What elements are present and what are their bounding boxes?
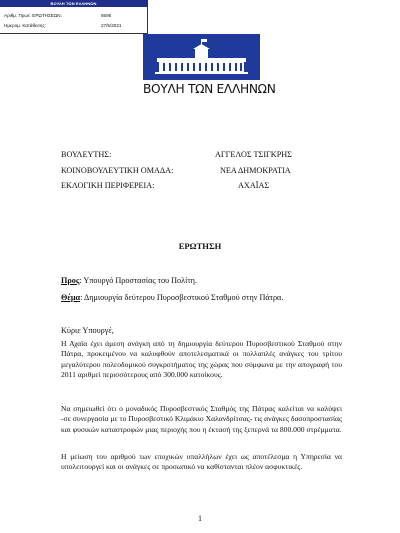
protocol-stamp (0, 0, 148, 34)
salutation: Κύριε Υπουργέ, (61, 326, 114, 335)
subject-value: : Δημιουργία δεύτερου Πυροσβεστικού Σταθμού στην Πάτρα. (80, 293, 284, 302)
date-label: Ημερομ. Κατάθεσης: (4, 23, 46, 28)
parliament-logo (143, 34, 276, 98)
protocol-label: Αριθμ. Πρωτ. ΕΡΩΤΗΣΕΩΝ: (4, 13, 62, 18)
region-label: ΕΚΛΟΓΙΚΗ ΠΕΡΙΦΕΡΕΙΑ: (61, 181, 155, 190)
date-value: 27/5/2021 (101, 23, 122, 28)
parliament-building-icon (143, 34, 260, 80)
paragraph-1: Η Αχαΐα έχει άμεση ανάγκη από τη δημιουργία δεύτερου Πυροσβεστικού Σταθμού στην Πάτρα, προκειμένου να καλυφθούν αποτελεσματικά οι πολλαπλές ανάγκες του τρίτου μεγαλύτερου πολεοδομικού συγκροτήματος της χώρας που σύμφωνα με την απογραφή του 2011 αριθμεί περισσότερους από 300.000 κατοίκους. (61, 339, 342, 379)
mp-row (61, 150, 292, 159)
protocol-value: 6595 (101, 13, 112, 18)
protocol-row (4, 13, 112, 18)
recipient-value: : Υπουργό Προστασίας του Πολίτη. (79, 276, 197, 285)
group-row (61, 166, 291, 175)
subject-label: Θέμα (61, 293, 81, 302)
paragraph-2: Να σημειωθεί ότι ο μοναδικός Πυροσβεστικός Σταθμός της Πάτρας καλείται να καλύψει -σε συνεργασία με το Πυροσβεστικό Κλιμάκιο Χαλανδρίτσας- τις ανάγκες δασοπροστασίας και φυσικών καταστροφών μιας περιοχής που η έκτασή της ξεπερνά τα 800.000 στρέμματα. (61, 404, 342, 434)
recipient-label: Προς (61, 276, 80, 285)
subject-line (61, 293, 283, 302)
stamp-header: ΒΟΥΛΗ ΤΩΝ ΕΛΛΗΝΩΝ (0, 0, 147, 7)
date-row (4, 23, 122, 28)
page-number: 1 (198, 514, 202, 523)
region-row (61, 181, 270, 190)
recipient-line (61, 276, 197, 285)
region-value: ΑΧΑΪΑΣ (238, 181, 270, 190)
logo-text: ΒΟΥΛΗ ΤΩΝ ΕΛΛΗΝΩΝ (143, 82, 276, 96)
document-title: ΕΡΩΤΗΣΗ (178, 241, 222, 251)
group-value: ΝΕΑ ΔΗΜΟΚΡΑΤΙΑ (220, 166, 291, 175)
mp-label: ΒΟΥΛΕΥΤΗΣ: (61, 150, 112, 159)
paragraph-3: Η μείωση του αριθμού των εποχικών υπαλλήλων έχει ως αποτέλεσμα η Υπηρεσία να υπολειτουργεί και οι ανάγκες σε προσωπικό να καθίστανται πλέον ασφυκτικές. (61, 452, 342, 472)
mp-value: ΑΓΓΕΛΟΣ ΤΣΙΓΚΡΗΣ (215, 150, 292, 159)
group-label: ΚΟΙΝΟΒΟΥΛΕΥΤΙΚΗ ΟΜΑΔΑ: (61, 166, 174, 175)
